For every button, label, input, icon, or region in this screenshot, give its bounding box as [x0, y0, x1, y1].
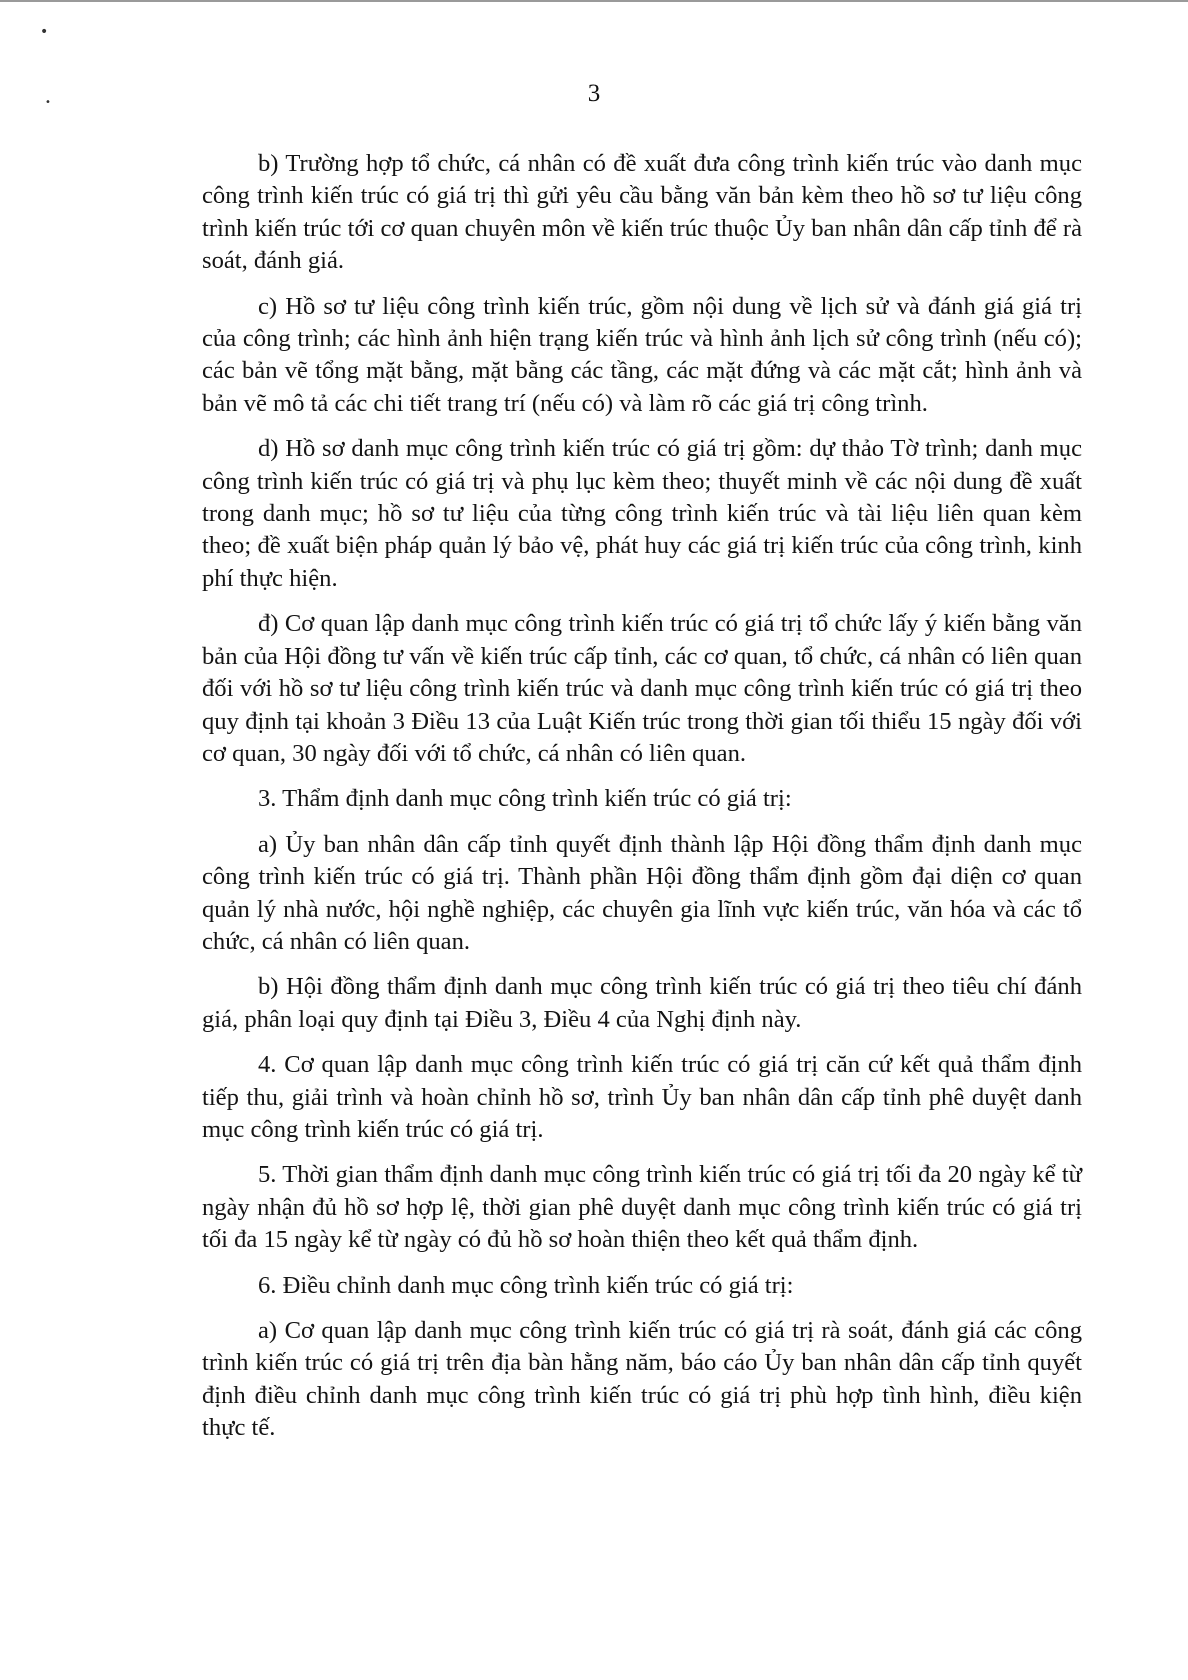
section-3-heading: 3. Thẩm định danh mục công trình kiến trúc có giá trị: [258, 785, 792, 813]
paragraph-d-list-dossier: d) Hồ sơ danh mục công trình kiến trúc có giá trị gồm: dự thảo Tờ trình; danh mục công trình kiến trúc có giá trị và phụ lục kèm theo; thuyết minh về các nội dung đề xuất trong danh mục; hồ sơ tư liệu của từng công trình kiến trúc và tài liệu liên quan kèm theo; đề xuất biện pháp quản lý bảo vệ, phát huy các giá trị kiến trúc của công trình, kinh phí thực hiện. [202, 435, 1082, 592]
paragraph-6a-review: a) Cơ quan lập danh mục công trình kiến trúc có giá trị rà soát, đánh giá các công trình kiến trúc có giá trị trên địa bàn hằng năm, báo cáo Ủy ban nhân dân cấp tỉnh quyết định điều chỉnh danh mục công trình kiến trúc có giá trị phù hợp tình hình, điều kiện thực tế. [202, 1317, 1082, 1442]
section-6-heading: 6. Điều chỉnh danh mục công trình kiến trúc có giá trị: [258, 1271, 794, 1299]
document-body [202, 148, 1082, 1445]
scan-top-edge [0, 0, 1188, 2]
paragraph-3a-council: a) Ủy ban nhân dân cấp tỉnh quyết định thành lập Hội đồng thẩm định danh mục công trình kiến trúc có giá trị. Thành phần Hội đồng thẩm định gồm đại diện cơ quan quản lý nhà nước, hội nghề nghiệp, các chuyên gia lĩnh vực kiến trúc, văn hóa và các tổ chức, cá nhân có liên quan. [202, 830, 1082, 955]
section-4-paragraph: 4. Cơ quan lập danh mục công trình kiến trúc có giá trị căn cứ kết quả thẩm định tiếp thu, giải trình và hoàn chỉnh hồ sơ, trình Ủy ban nhân dân cấp tỉnh phê duyệt danh mục công trình kiến trúc có giá trị. [202, 1051, 1082, 1143]
margin-mark: • [45, 97, 51, 108]
margin-mark: • [40, 24, 49, 40]
paragraph-c-dossier: c) Hồ sơ tư liệu công trình kiến trúc, gồm nội dung về lịch sử và đánh giá giá trị của công trình; các hình ảnh hiện trạng kiến trúc và hình ảnh lịch sử công trình (nếu có); các bản vẽ tổng mặt bằng, mặt bằng các tầng, các mặt đứng và các mặt cắt; hình ảnh và bản vẽ mô tả các chi tiết trang trí (nếu có) và làm rõ các giá trị công trình. [202, 292, 1082, 417]
paragraph-dd-consultation: đ) Cơ quan lập danh mục công trình kiến trúc có giá trị tổ chức lấy ý kiến bằng văn bản của Hội đồng tư vấn về kiến trúc cấp tỉnh, các cơ quan, tổ chức, cá nhân có liên quan đối với hồ sơ tư liệu công trình kiến trúc và danh mục công trình kiến trúc có giá trị theo quy định tại khoản 3 Điều 13 của Luật Kiến trúc trong thời gian tối thiểu 15 ngày đối với cơ quan, 30 ngày đối với tổ chức, cá nhân có liên quan. [202, 610, 1082, 767]
page-number: 3 [587, 80, 601, 107]
paragraph-3b-criteria: b) Hội đồng thẩm định danh mục công trình kiến trúc có giá trị theo tiêu chí đánh giá, phân loại quy định tại Điều 3, Điều 4 của Nghị định này. [202, 973, 1082, 1033]
section-5-paragraph: 5. Thời gian thẩm định danh mục công trình kiến trúc có giá trị tối đa 20 ngày kể từ ngày nhận đủ hồ sơ hợp lệ, thời gian phê duyệt danh mục công trình kiến trúc có giá trị tối đa 15 ngày kể từ ngày có đủ hồ sơ hoàn thiện theo kết quả thẩm định. [202, 1161, 1082, 1254]
paragraph-b-proposal: b) Trường hợp tổ chức, cá nhân có đề xuất đưa công trình kiến trúc vào danh mục công trình kiến trúc có giá trị thì gửi yêu cầu bằng văn bản kèm theo hồ sơ tư liệu công trình kiến trúc tới cơ quan chuyên môn về kiến trúc thuộc Ủy ban nhân dân cấp tỉnh để rà soát, đánh giá. [202, 150, 1082, 275]
